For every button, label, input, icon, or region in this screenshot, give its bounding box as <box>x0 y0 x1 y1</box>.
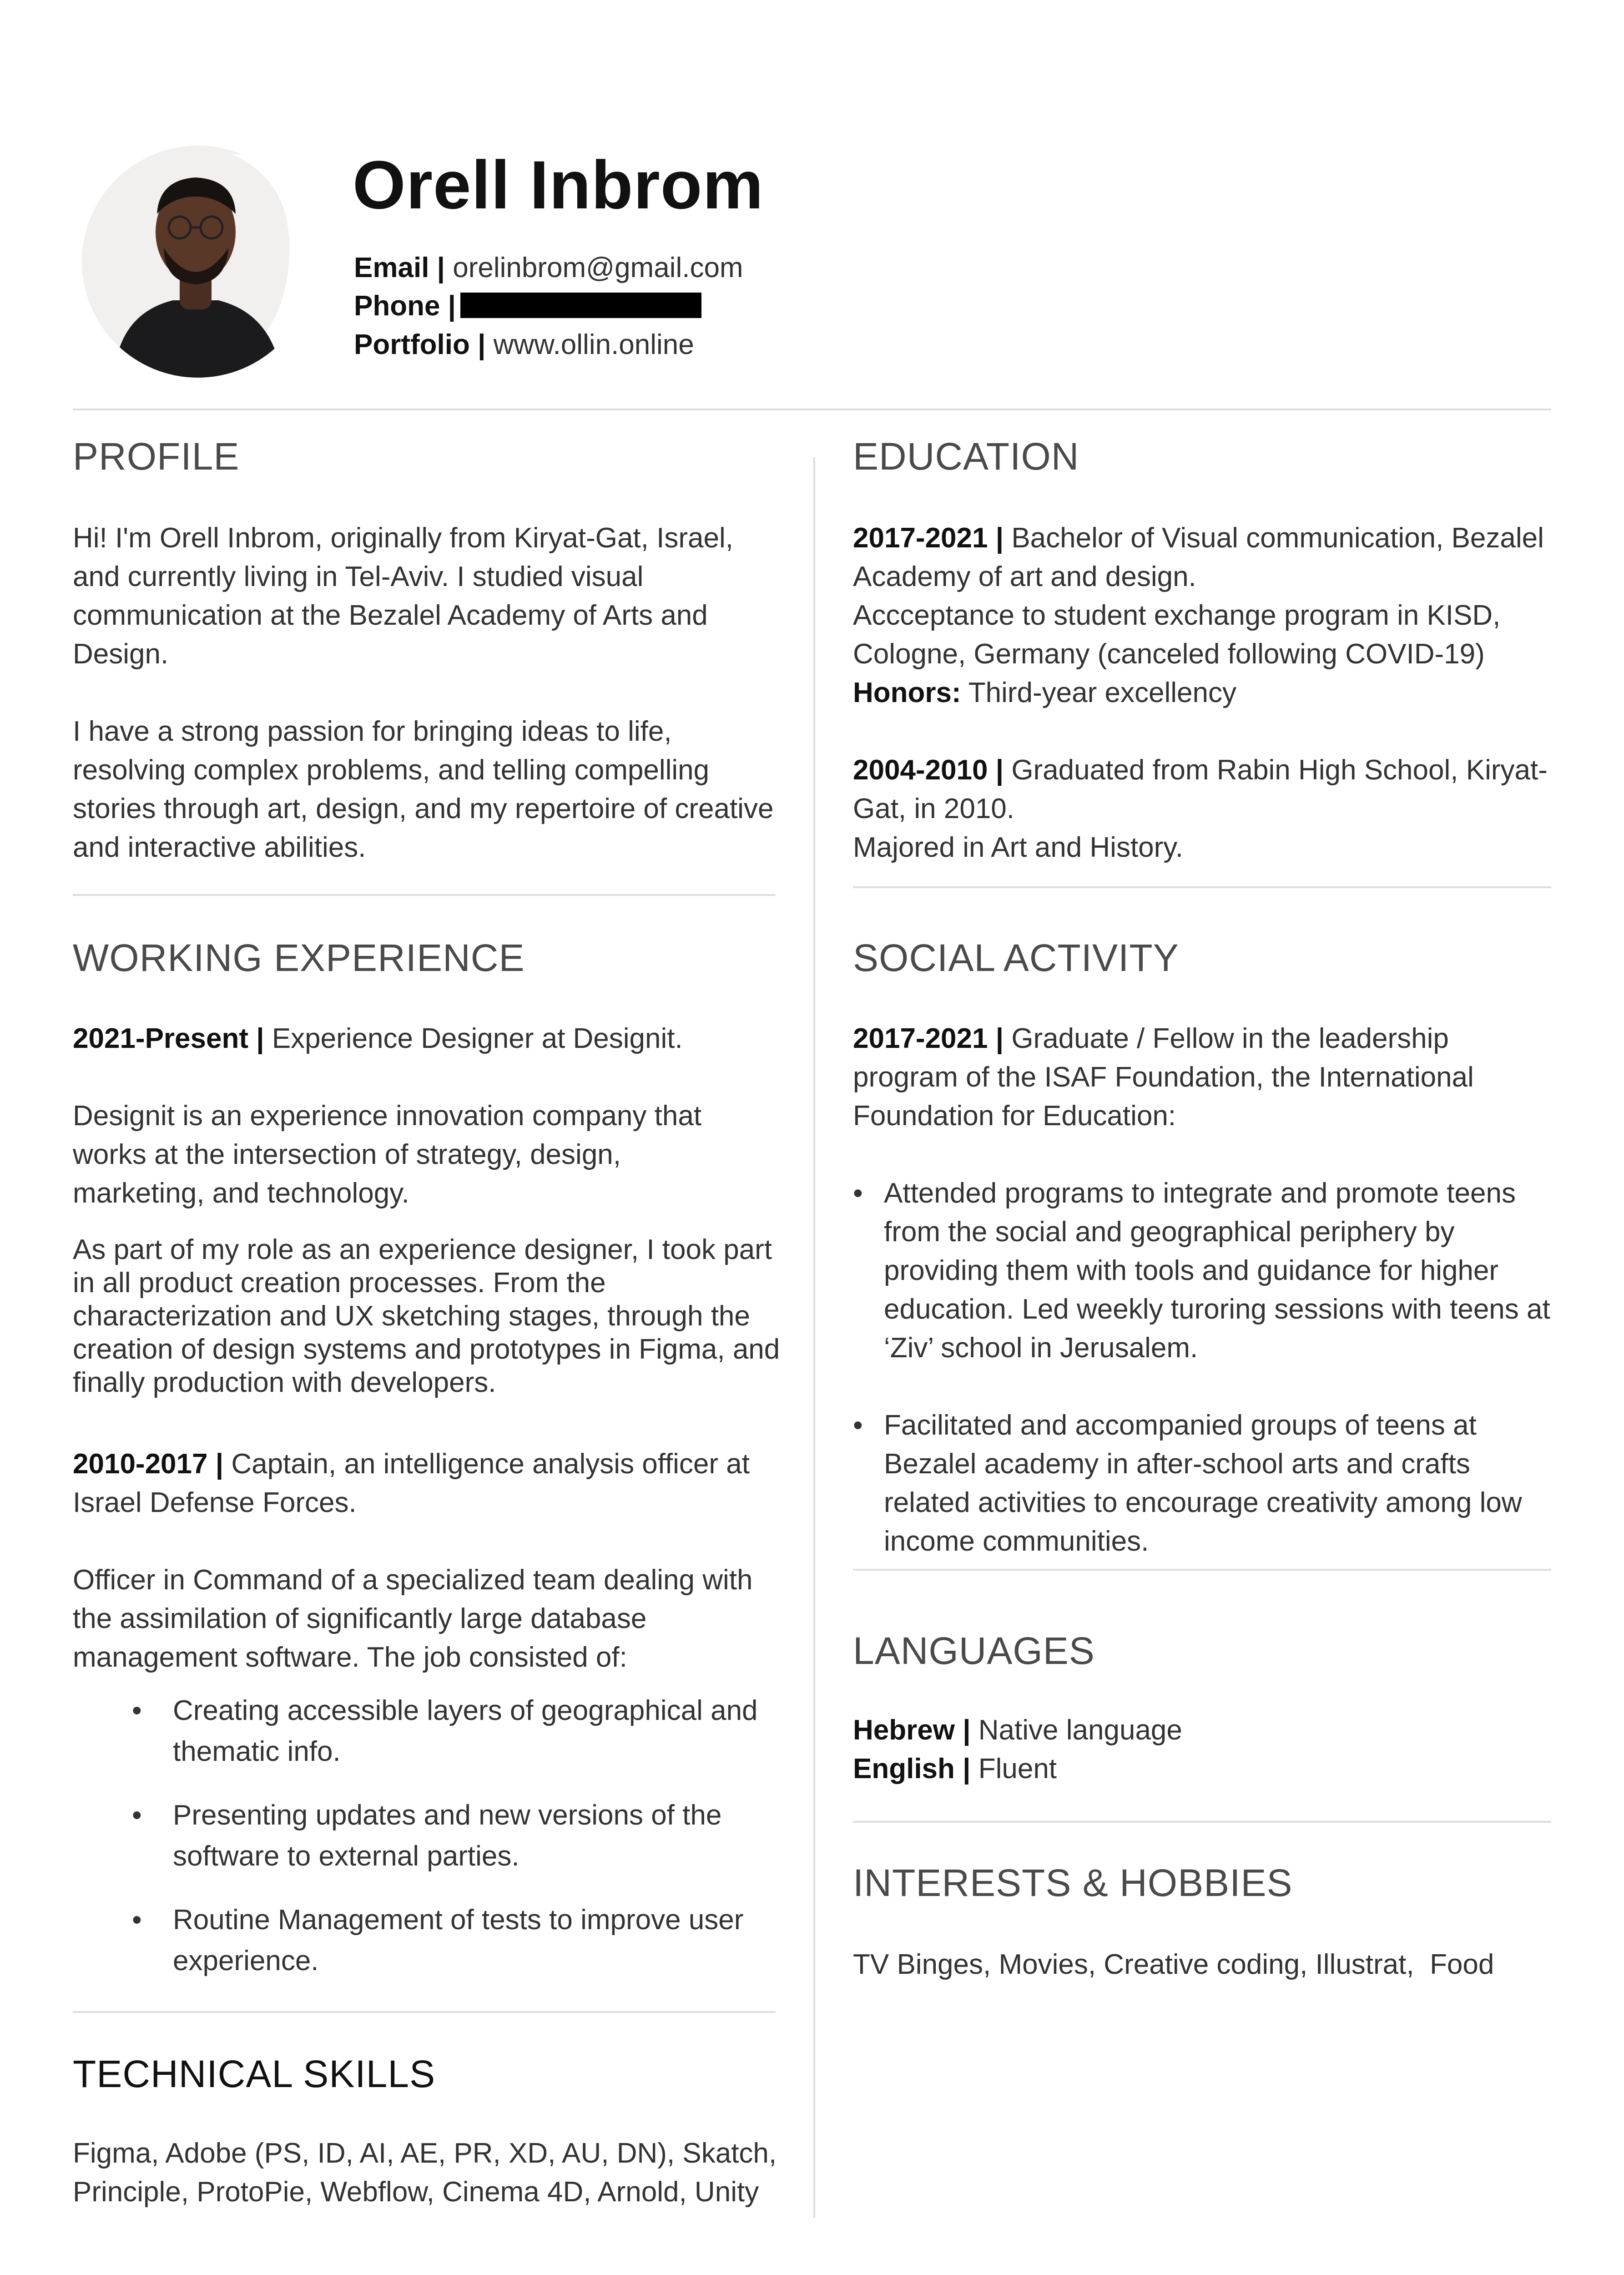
job-period: 2010-2017 | <box>73 1448 224 1480</box>
education-text: Graduated from Rabin High School, Kiryat-Gat, in 2010. <box>853 754 1548 824</box>
header-divider <box>73 409 1551 410</box>
language-level: Native language <box>978 1714 1182 1746</box>
list-item: • Routine Management of tests to improve user experience. <box>73 1900 782 1982</box>
list-item: • Presenting updates and new versions of the software to external parties. <box>73 1795 782 1877</box>
profile-paragraph: I have a strong passion for bringing ideas to life, resolving complex problems, and telling compelling stories through art, design, and my repertoire of creative and interactive abilities. <box>73 716 774 863</box>
list-item: • Creating accessible layers of geographical and thematic info. <box>73 1690 782 1772</box>
profile-photo <box>82 146 314 378</box>
social-period: 2017-2021 | <box>853 1023 1004 1054</box>
job-title: Experience Designer at Designit. <box>272 1023 683 1054</box>
portfolio-link[interactable]: www.ollin.online <box>493 329 694 360</box>
education-period: 2004-2010 | <box>853 754 1004 786</box>
honors-label: Honors: <box>853 677 961 708</box>
language-name: Hebrew | <box>853 1714 971 1746</box>
candidate-name: Orell Inbrom <box>353 147 764 223</box>
education-entry <box>853 519 1556 712</box>
job-title: Captain, an intelligence analysis officer at Israel Defense Forces. <box>73 1448 750 1518</box>
social-activity-list <box>853 1174 1556 1599</box>
profile-paragraph: Hi! I'm Orell Inbrom, originally from Kiryat-Gat, Israel, and currently living in Tel-Aviv. I studied visual communication at the Bezalel Academy of Arts and Design. <box>73 522 733 670</box>
section-divider <box>73 2011 776 2013</box>
list-item: • Facilitated and accompanied groups of teens at Bezalel academy in after-school arts and crafts related activities to encourage creativity among low income communities. <box>853 1406 1556 1561</box>
job-title-line <box>73 1019 801 1058</box>
section-divider <box>73 894 776 896</box>
honors-value: Third-year excellency <box>968 677 1236 708</box>
column-divider <box>813 457 815 2218</box>
education-extra: Accceptance to student exchange program in KISD, Cologne, Germany (canceled following COVID-19) <box>853 600 1501 670</box>
redaction-bar <box>460 293 701 318</box>
phone-line <box>354 290 701 322</box>
profile-heading: PROFILE <box>73 435 240 478</box>
job-title-line <box>73 1445 782 1522</box>
interests-heading: INTERESTS & HOBBIES <box>853 1861 1293 1904</box>
social-heading: SOCIAL ACTIVITY <box>853 936 1179 979</box>
job-details: As part of my role as an experience designer, I took part in all product creation processes. From the characterization and UX sketching stages, through the creation of design systems and prototypes in Figma, and finally production with developers. <box>73 1234 780 1398</box>
social-intro <box>853 1019 1503 1135</box>
email-value[interactable]: orelinbrom@gmail.com <box>453 252 743 283</box>
skills-heading: TECHNICAL SKILLS <box>73 2053 436 2095</box>
job-description: Designit is an experience innovation company that works at the intersection of strategy, design, marketing, and technology. <box>73 1100 702 1209</box>
languages-heading: LANGUAGES <box>853 1629 1095 1672</box>
education-heading: EDUCATION <box>853 435 1079 478</box>
phone-label: Phone | <box>354 290 456 322</box>
email-label: Email | <box>354 252 445 283</box>
language-level: Fluent <box>978 1753 1057 1785</box>
job-duties-list <box>73 1690 782 2004</box>
interests-text: TV Binges, Movies, Creative coding, Illustrat, Food <box>853 1949 1494 1980</box>
languages-list <box>853 1711 1490 1788</box>
job-period: 2021-Present | <box>73 1023 264 1054</box>
language-name: English | <box>853 1753 971 1785</box>
job-description: Officer in Command of a specialized team dealing with the assimilation of significantly large database management software. The job consisted of: <box>73 1564 753 1673</box>
portfolio-label: Portfolio | <box>354 329 486 360</box>
experience-heading: WORKING EXPERIENCE <box>73 936 525 979</box>
education-text: Bachelor of Visual communication, Bezalel Academy of art and design. <box>853 522 1544 592</box>
social-intro-text: Graduate / Fellow in the leadership program of the ISAF Foundation, the International Foundation for Education: <box>853 1023 1474 1132</box>
list-item: • Attended programs to integrate and promote teens from the social and geographical periphery by providing them with tools and guidance for higher education. Led weekly turoring sessions with teens at ‘Ziv’ school in Jerusalem. <box>853 1174 1556 1367</box>
section-divider <box>853 1569 1551 1571</box>
email-line <box>354 252 743 284</box>
education-entry <box>853 751 1556 867</box>
section-divider <box>853 1821 1551 1823</box>
portfolio-line <box>354 329 694 361</box>
skills-text: Figma, Adobe (PS, ID, AI, AE, PR, XD, AU, DN), Skatch, Principle, ProtoPie, Webflow, Cinema 4D, Arnold, Unity <box>73 2138 777 2208</box>
education-period: 2017-2021 | <box>853 522 1004 554</box>
education-extra: Majored in Art and History. <box>853 832 1183 863</box>
section-divider <box>853 886 1551 888</box>
